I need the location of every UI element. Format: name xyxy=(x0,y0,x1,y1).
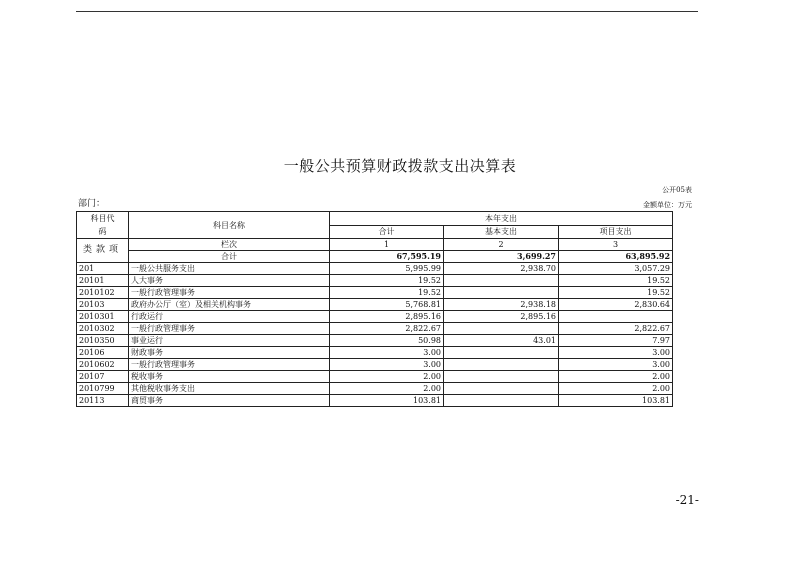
row-name: 人大事务 xyxy=(129,275,330,287)
row-project: 3.00 xyxy=(559,347,673,359)
expenditure-table xyxy=(76,211,673,407)
table-row xyxy=(77,383,673,395)
row-project: 19.52 xyxy=(559,275,673,287)
department-label: 部门： xyxy=(78,199,106,209)
idx-3: 3 xyxy=(559,239,673,251)
row-project: 2.00 xyxy=(559,371,673,383)
row-code: 20103 xyxy=(77,299,129,311)
row-code: 20113 xyxy=(77,395,129,407)
lei-label: 类 xyxy=(82,245,96,255)
row-total: 2,895.16 xyxy=(330,311,444,323)
row-basic xyxy=(444,371,559,383)
form-code: 公开05表 xyxy=(662,186,692,194)
row-total: 2.00 xyxy=(330,371,444,383)
total-row-basic: 3,699.27 xyxy=(444,251,559,263)
row-basic xyxy=(444,287,559,299)
idx-2: 2 xyxy=(444,239,559,251)
row-project: 19.52 xyxy=(559,287,673,299)
row-name: 一般行政管理事务 xyxy=(129,287,330,299)
total-row-project: 63,895.92 xyxy=(559,251,673,263)
row-basic: 2,938.18 xyxy=(444,299,559,311)
table-row xyxy=(77,275,673,287)
total-row-total: 67,595.19 xyxy=(330,251,444,263)
row-total: 2.00 xyxy=(330,383,444,395)
row-name: 财政事务 xyxy=(129,347,330,359)
row-total: 103.81 xyxy=(330,395,444,407)
table-row xyxy=(77,359,673,371)
table-row xyxy=(77,335,673,347)
row-basic: 2,895.16 xyxy=(444,311,559,323)
row-code: 20106 xyxy=(77,347,129,359)
row-total: 3.00 xyxy=(330,347,444,359)
idx-1: 1 xyxy=(330,239,444,251)
row-basic xyxy=(444,359,559,371)
table-row xyxy=(77,287,673,299)
row-project: 2,830.64 xyxy=(559,299,673,311)
page-title: 一般公共预算财政拨款支出决算表 xyxy=(283,157,517,175)
table-row xyxy=(77,347,673,359)
row-code: 2010602 xyxy=(77,359,129,371)
row-basic xyxy=(444,347,559,359)
row-total: 3.00 xyxy=(330,359,444,371)
table-row xyxy=(77,371,673,383)
row-name: 一般公共服务支出 xyxy=(129,263,330,275)
row-total: 50.98 xyxy=(330,335,444,347)
row-total: 19.52 xyxy=(330,287,444,299)
row-index-label: 栏次 xyxy=(129,239,330,251)
code-header: 科目代码 xyxy=(77,212,129,239)
row-basic xyxy=(444,383,559,395)
row-project: 3,057.29 xyxy=(559,263,673,275)
unit-label: 金额单位：万元 xyxy=(643,201,692,209)
table-row xyxy=(77,263,673,275)
row-name: 其他税收事务支出 xyxy=(129,383,330,395)
row-basic xyxy=(444,395,559,407)
row-total: 5,995.99 xyxy=(330,263,444,275)
row-total: 19.52 xyxy=(330,275,444,287)
row-basic: 2,938.70 xyxy=(444,263,559,275)
total-row-label: 合计 xyxy=(129,251,330,263)
table-row xyxy=(77,323,673,335)
row-code: 2010350 xyxy=(77,335,129,347)
row-name: 一般行政管理事务 xyxy=(129,323,330,335)
classification-header xyxy=(77,239,129,263)
group-header: 本年支出 xyxy=(330,212,673,226)
row-name: 事业运行 xyxy=(129,335,330,347)
row-basic xyxy=(444,275,559,287)
row-name: 商贸事务 xyxy=(129,395,330,407)
row-code: 201 xyxy=(77,263,129,275)
row-basic xyxy=(444,323,559,335)
page-number: -21- xyxy=(675,493,699,507)
xiang-label: 项 xyxy=(109,245,123,255)
row-code: 2010301 xyxy=(77,311,129,323)
row-project: 103.81 xyxy=(559,395,673,407)
col-project-header: 项目支出 xyxy=(559,225,673,239)
row-name: 一般行政管理事务 xyxy=(129,359,330,371)
col-basic-header: 基本支出 xyxy=(444,225,559,239)
row-project xyxy=(559,311,673,323)
col-total-header: 合计 xyxy=(330,225,444,239)
row-code: 2010302 xyxy=(77,323,129,335)
row-project: 2,822.67 xyxy=(559,323,673,335)
row-code: 20101 xyxy=(77,275,129,287)
table-row xyxy=(77,311,673,323)
table-row xyxy=(77,299,673,311)
name-header: 科目名称 xyxy=(129,212,330,239)
row-code: 20107 xyxy=(77,371,129,383)
row-project: 2.00 xyxy=(559,383,673,395)
row-project: 3.00 xyxy=(559,359,673,371)
row-total: 2,822.67 xyxy=(330,323,444,335)
row-name: 税收事务 xyxy=(129,371,330,383)
top-rule xyxy=(76,11,698,12)
row-code: 2010102 xyxy=(77,287,129,299)
row-name: 政府办公厅（室）及相关机构事务 xyxy=(129,299,330,311)
row-code: 2010799 xyxy=(77,383,129,395)
table-row xyxy=(77,395,673,407)
kuan-label: 款 xyxy=(95,245,109,255)
row-basic: 43.01 xyxy=(444,335,559,347)
row-name: 行政运行 xyxy=(129,311,330,323)
row-total: 5,768.81 xyxy=(330,299,444,311)
row-project: 7.97 xyxy=(559,335,673,347)
